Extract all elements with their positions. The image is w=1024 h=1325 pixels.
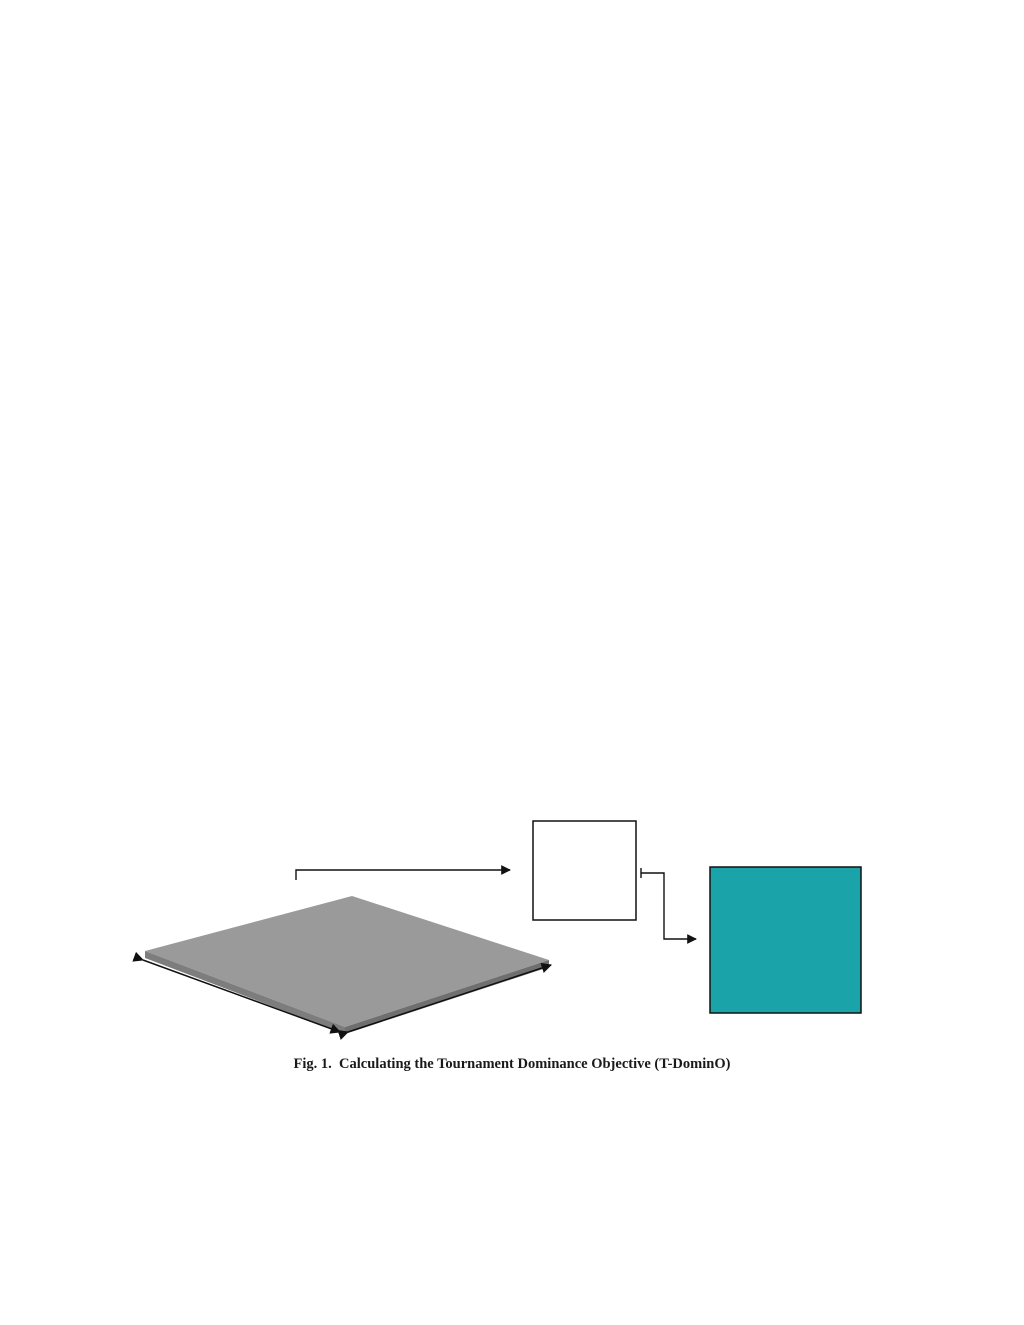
map-elites-archive-grid bbox=[145, 896, 549, 1034]
objective-space-scatter bbox=[533, 821, 636, 920]
figure-caption bbox=[0, 1056, 1024, 1073]
landscape-background bbox=[710, 867, 861, 1013]
affiliation bbox=[0, 343, 1024, 362]
scatter-frame bbox=[533, 821, 636, 920]
caption-text: Fig. 1. Calculating the Tournament Dominance Objective (T-DominO) bbox=[293, 1056, 731, 1072]
arrow-to-objective-space bbox=[296, 870, 510, 880]
archive-slab-side bbox=[145, 896, 549, 1027]
affiliation bbox=[0, 362, 1024, 381]
arrow-to-landscape bbox=[641, 873, 696, 939]
abstract bbox=[273, 433, 757, 451]
landscape-heatmap bbox=[710, 867, 861, 1013]
figure-1 bbox=[0, 800, 1024, 1045]
